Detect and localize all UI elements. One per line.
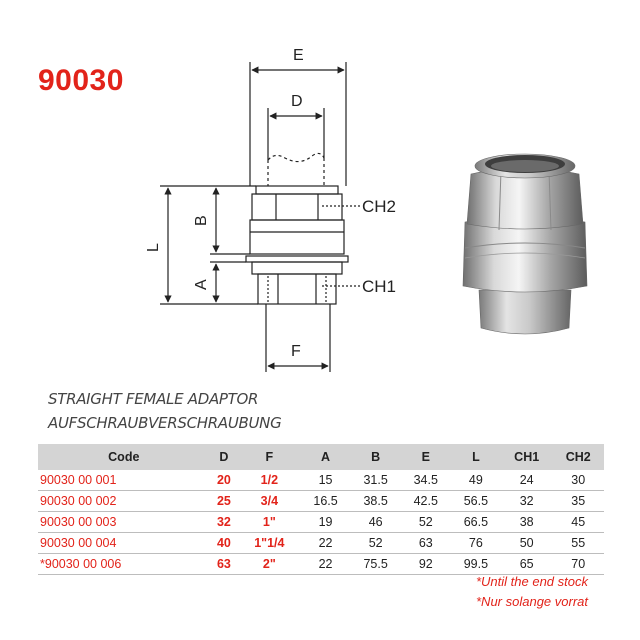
dim-e-label: E <box>293 47 304 64</box>
cell-ch1: 32 <box>501 491 553 512</box>
dim-l-label: L <box>145 243 162 252</box>
ch1-label: CH1 <box>362 277 397 296</box>
cell-b: 31.5 <box>351 470 401 491</box>
cell-l: 66.5 <box>451 512 501 533</box>
cell-a: 22 <box>301 533 351 554</box>
cell-l: 76 <box>451 533 501 554</box>
cell-e: 34.5 <box>401 470 451 491</box>
cell-e: 63 <box>401 533 451 554</box>
subtitle-german: AUFSCHRAUBVERSCHRAUBUNG <box>48 414 282 432</box>
cell-d: 40 <box>210 533 239 554</box>
table-row <box>38 512 604 533</box>
cell-ch1: 38 <box>501 512 553 533</box>
cell-a: 15 <box>301 470 351 491</box>
cell-f: 3/4 <box>238 491 300 512</box>
table-row <box>38 491 604 512</box>
cell-d: 20 <box>210 470 239 491</box>
cell-ch1: 50 <box>501 533 553 554</box>
cell-d: 25 <box>210 491 239 512</box>
cell-b: 46 <box>351 512 401 533</box>
header-f: F <box>238 444 300 470</box>
header-code: Code <box>38 444 210 470</box>
cell-l: 56.5 <box>451 491 501 512</box>
dim-f-label: F <box>291 343 301 360</box>
table-row <box>38 554 604 575</box>
cell-a: 22 <box>301 554 351 575</box>
spec-table-header <box>38 444 604 470</box>
table-row <box>38 533 604 554</box>
cell-b: 52 <box>351 533 401 554</box>
cell-d: 32 <box>210 512 239 533</box>
header-d: D <box>210 444 239 470</box>
cell-code: 90030 00 004 <box>38 533 210 554</box>
cell-b: 75.5 <box>351 554 401 575</box>
cell-a: 16.5 <box>301 491 351 512</box>
header-e: E <box>401 444 451 470</box>
cell-ch2: 30 <box>552 470 604 491</box>
product-code-title: 90030 <box>38 64 124 97</box>
cell-f: 1/2 <box>238 470 300 491</box>
cell-e: 92 <box>401 554 451 575</box>
product-photo <box>445 140 605 350</box>
cell-ch1: 65 <box>501 554 553 575</box>
cell-f: 1" <box>238 512 300 533</box>
cell-e: 42.5 <box>401 491 451 512</box>
header-a: A <box>301 444 351 470</box>
dim-b-label: B <box>193 215 210 226</box>
cell-f: 1"1/4 <box>238 533 300 554</box>
technical-drawing <box>0 0 440 380</box>
ch2-label: CH2 <box>362 197 397 216</box>
dim-d-label: D <box>291 93 303 110</box>
cell-code: *90030 00 006 <box>38 554 210 575</box>
footnote-english: *Until the end stock <box>475 574 588 589</box>
header-b: B <box>351 444 401 470</box>
dim-a-label: A <box>193 279 210 290</box>
cell-code: 90030 00 002 <box>38 491 210 512</box>
header-l: L <box>451 444 501 470</box>
cell-ch1: 24 <box>501 470 553 491</box>
cell-f: 2" <box>238 554 300 575</box>
footnote-german: *Nur solange vorrat <box>476 594 588 609</box>
cell-ch2: 35 <box>552 491 604 512</box>
cell-ch2: 55 <box>552 533 604 554</box>
cell-l: 99.5 <box>451 554 501 575</box>
cell-ch2: 70 <box>552 554 604 575</box>
cell-l: 49 <box>451 470 501 491</box>
cell-code: 90030 00 003 <box>38 512 210 533</box>
table-row <box>38 470 604 491</box>
cell-d: 63 <box>210 554 239 575</box>
spec-table <box>38 444 604 575</box>
cell-code: 90030 00 001 <box>38 470 210 491</box>
subtitle-english: STRAIGHT FEMALE ADAPTOR <box>48 390 259 408</box>
header-ch1: CH1 <box>501 444 553 470</box>
cell-ch2: 45 <box>552 512 604 533</box>
header-ch2: CH2 <box>552 444 604 470</box>
cell-e: 52 <box>401 512 451 533</box>
cell-b: 38.5 <box>351 491 401 512</box>
cell-a: 19 <box>301 512 351 533</box>
